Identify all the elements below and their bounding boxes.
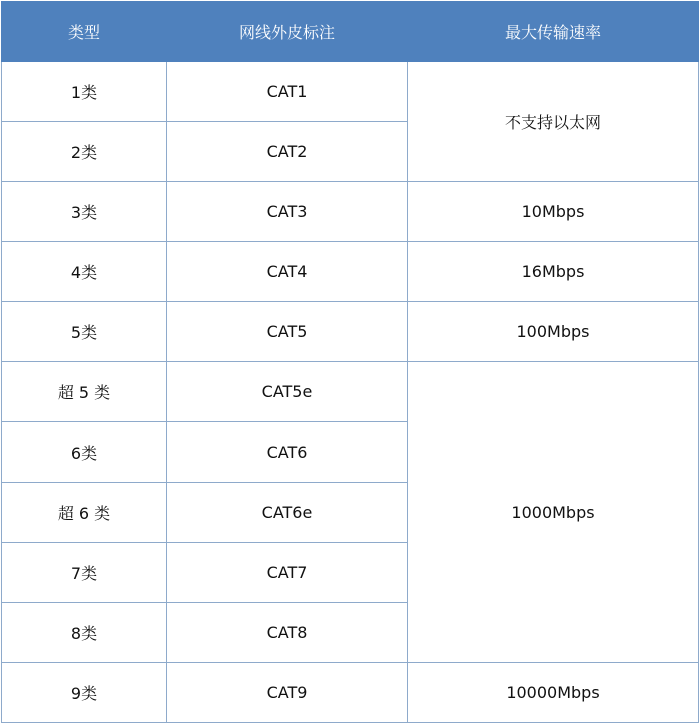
type-cell: 9类 [2, 662, 167, 722]
speed-cell: 10Mbps [408, 182, 699, 242]
cable-category-table [1, 1, 699, 723]
type-cell: 8类 [2, 602, 167, 662]
label-cell: CAT8 [167, 602, 408, 662]
label-cell: CAT9 [167, 662, 408, 722]
speed-cell: 16Mbps [408, 242, 699, 302]
label-cell: CAT5 [167, 302, 408, 362]
label-cell: CAT1 [167, 62, 408, 122]
type-cell: 6类 [2, 422, 167, 482]
type-cell: 超 6 类 [2, 482, 167, 542]
type-cell: 1类 [2, 62, 167, 122]
label-cell: CAT6e [167, 482, 408, 542]
type-cell: 3类 [2, 182, 167, 242]
type-cell: 5类 [2, 302, 167, 362]
type-cell: 超 5 类 [2, 362, 167, 422]
speed-cell: 不支持以太网 [408, 62, 699, 182]
table-row [2, 242, 699, 302]
header-type: 类型 [2, 2, 167, 62]
table-row [2, 182, 699, 242]
label-cell: CAT7 [167, 542, 408, 602]
label-cell: CAT5e [167, 362, 408, 422]
type-cell: 2类 [2, 122, 167, 182]
label-cell: CAT6 [167, 422, 408, 482]
type-cell: 7类 [2, 542, 167, 602]
header-row [2, 2, 699, 62]
speed-cell: 1000Mbps [408, 362, 699, 662]
speed-cell: 10000Mbps [408, 662, 699, 722]
table-header [2, 2, 699, 62]
table-row [2, 62, 699, 122]
speed-cell: 100Mbps [408, 302, 699, 362]
table-body [2, 62, 699, 723]
label-cell: CAT4 [167, 242, 408, 302]
table-row [2, 302, 699, 362]
type-cell: 4类 [2, 242, 167, 302]
table-row [2, 662, 699, 722]
label-cell: CAT2 [167, 122, 408, 182]
header-max-speed: 最大传输速率 [408, 2, 699, 62]
label-cell: CAT3 [167, 182, 408, 242]
header-jacket-marking: 网线外皮标注 [167, 2, 408, 62]
table-row [2, 362, 699, 422]
